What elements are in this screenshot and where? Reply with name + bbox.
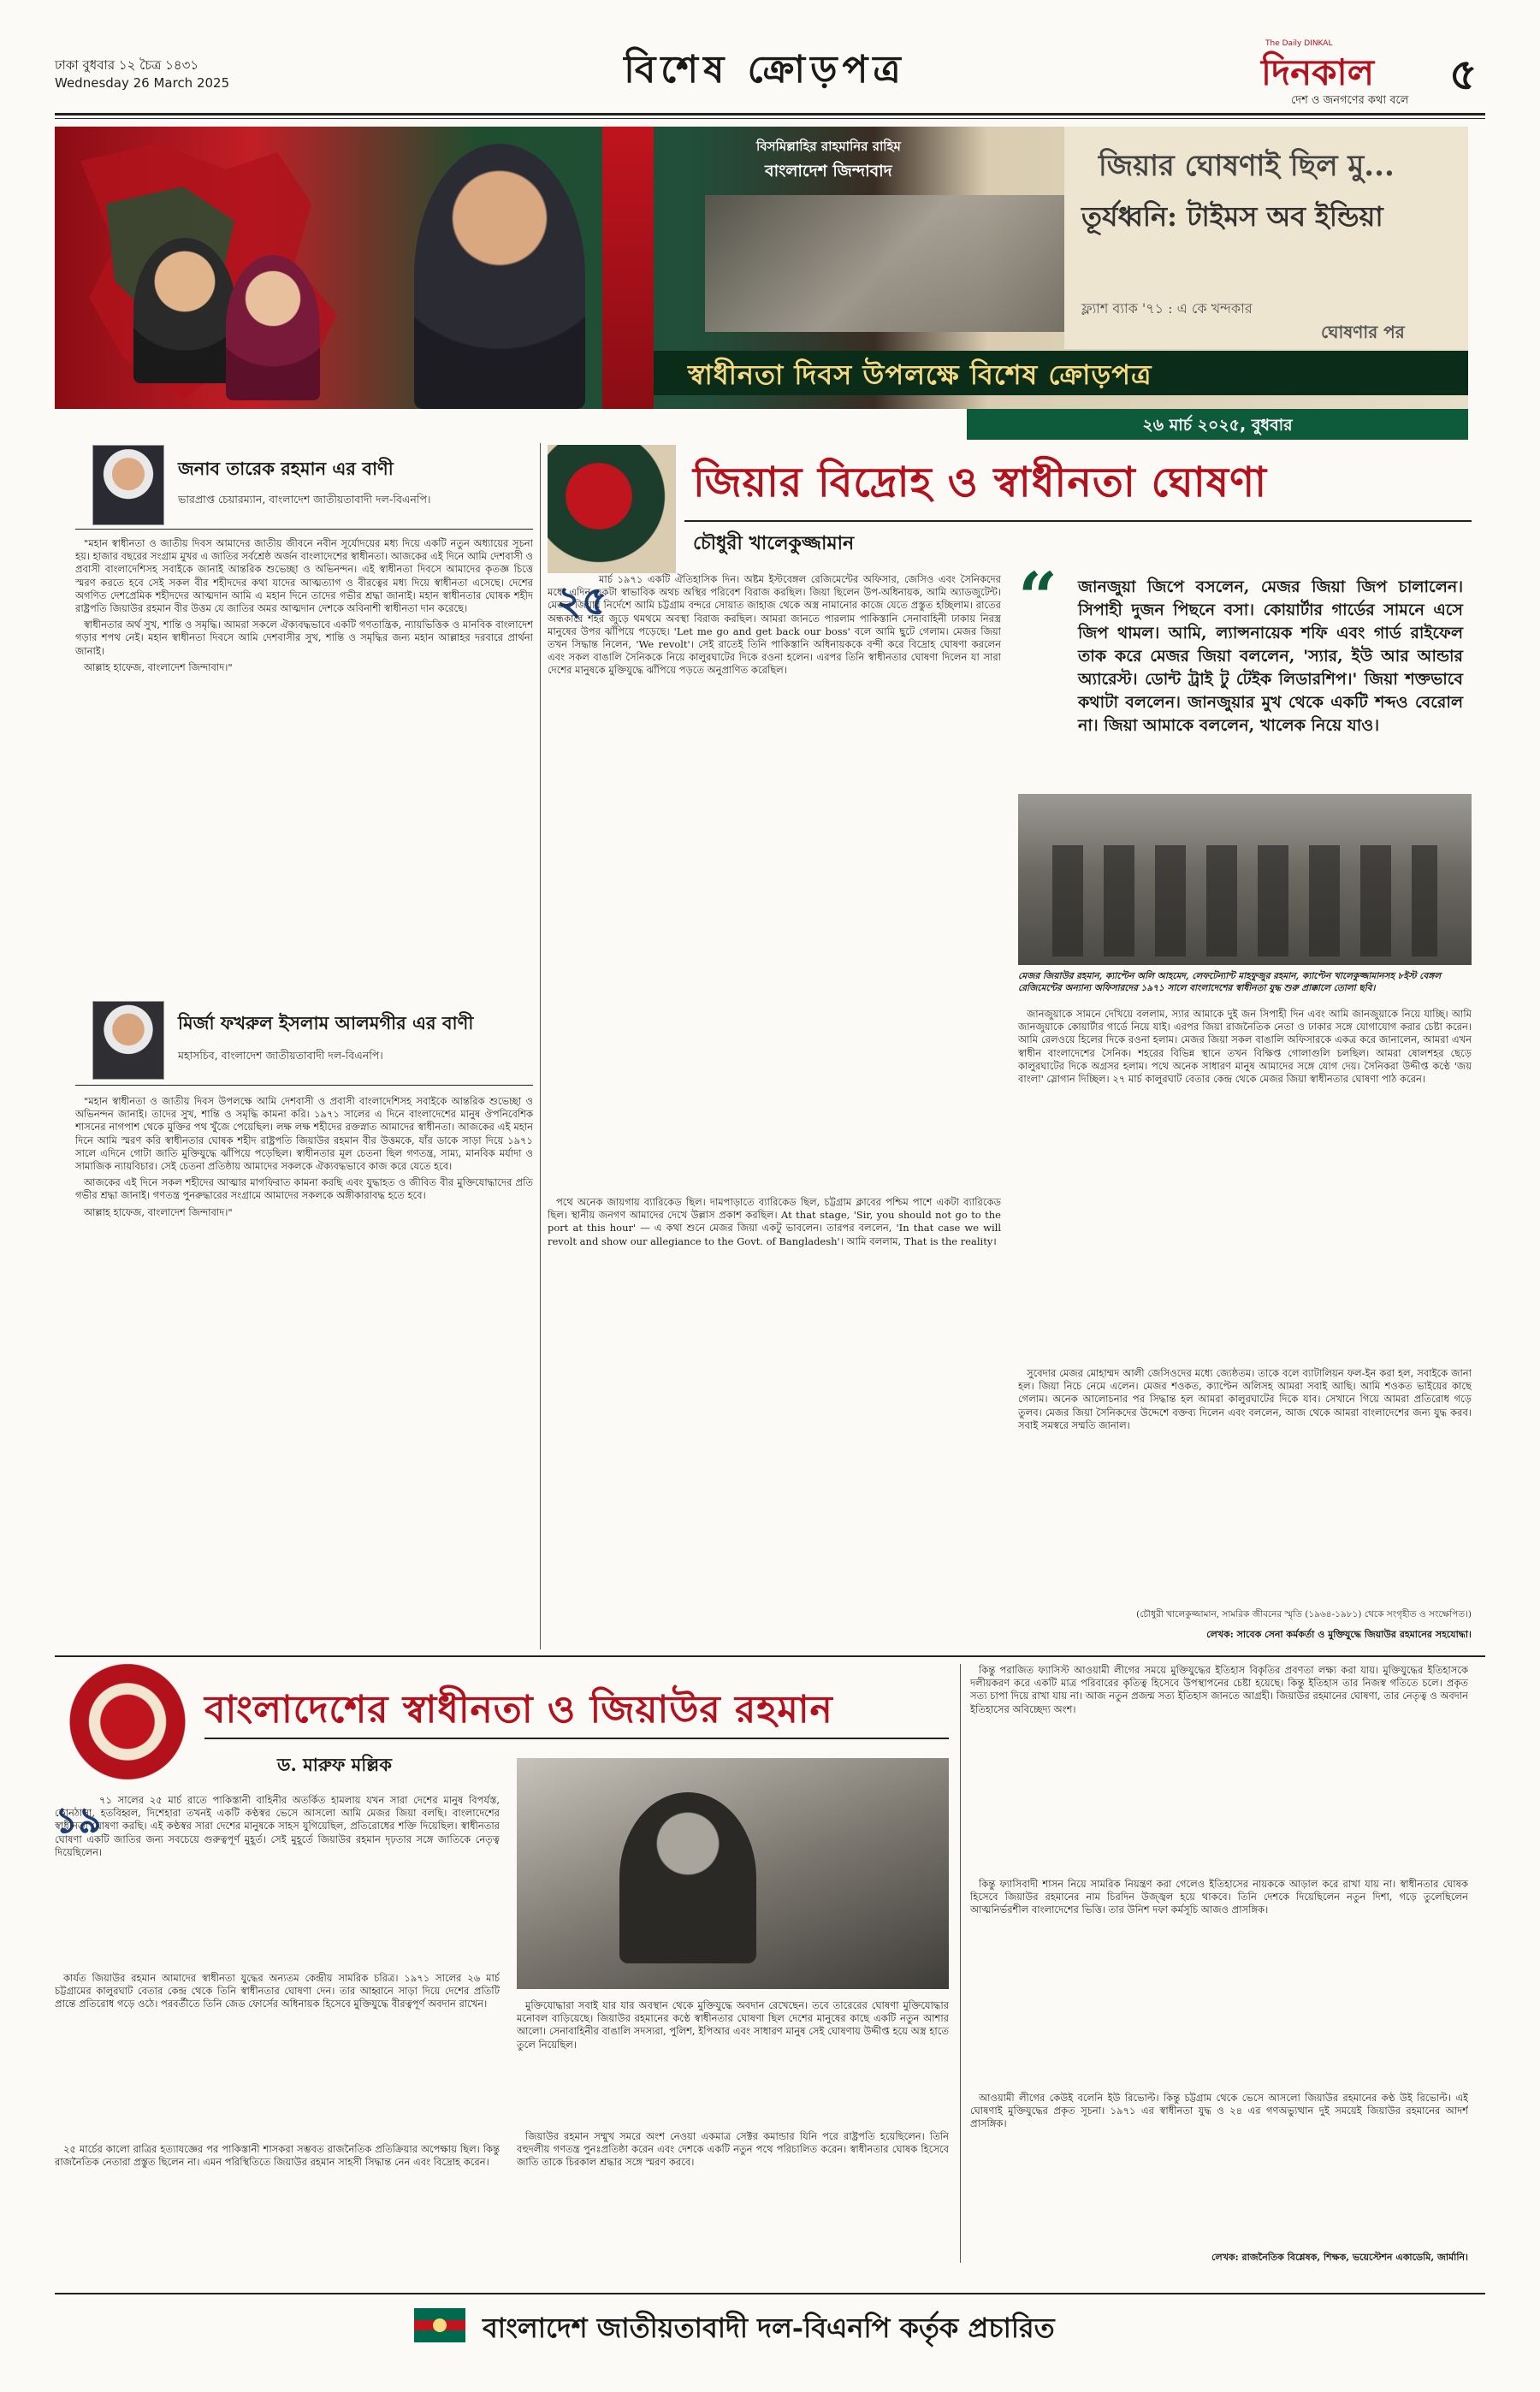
message-body xyxy=(75,537,533,982)
article-1-column-1b xyxy=(548,1196,1001,1641)
masthead xyxy=(55,26,1485,111)
photo-figures xyxy=(1052,845,1437,956)
article-paragraph: কিন্তু ফ্যাসিবাদী শাসন নিয়ে সামরিক নিয়ন্ত্রণ করা গেলেও ইতিহাসের নায়ককে আড়াল করে রাখা যায় না। স্বাধীনতার ঘোষক হিসেবে জিয়াউর রহমানের নাম চিরদিন উজ্জ্বল হয়ে থাকবে। তিনি দেশকে দিয়েছিলেন নতুন দিশা, গড়ে তুলেছিলেন আত্মনির্ভরশীল বাংলাদেশের ভিত্তি। তার উনিশ দফা কর্মসূচি আজও প্রাসঙ্গিক। xyxy=(970,1878,1468,1916)
article-paragraph: মুক্তিযোদ্ধারা সবাই যার যার অবস্থান থেকে মুক্তিযুদ্ধে অবদান রেখেছেন। তবে তারেরের ঘোষণা মুক্তিযোদ্ধার মনোবল বাড়িয়েছে। জিয়াউর রহমানের কণ্ঠে স্বাধীনতার ঘোষণা ছিল দেশের মানুষের কাছে একটি নতুন আশার আলো। সেনাবাহিনীর বাঙালি সদস্যরা, পুলিশ, ইপিআর এবং সাধারণ মানুষ সেই ঘোষণায় উদ্দীপ্ত হয়ে অস্ত্র হাতে তুলে নিয়েছিল। xyxy=(517,1999,949,2051)
article-2-title: বাংলাদেশের স্বাধীনতা ও জিয়াউর রহমান xyxy=(204,1688,833,1732)
tarek-photo xyxy=(92,445,164,525)
article-1-title-rule xyxy=(684,520,1472,522)
section-title: বিশেষ ক্রোড়পত্র xyxy=(624,48,906,92)
message-paragraph: "মহান স্বাধীনতা ও জাতীয় দিবস উপলক্ষে আমি দেশবাসী ও প্রবাসী বাংলাদেশিসহ সবাইকে আন্তরিক শুভেচ্ছা ও অভিনন্দন জানাই। তাদের সুখ, শান্তি ও সমৃদ্ধি কামনা করি। ১৯৭১ সালের এ দিনে বাংলাদেশের মানুষ ঔপনিবেশিক শাসনের নাগপাশ থেকে মুক্তির পথ খুঁজে পেয়েছিল। লক্ষ লক্ষ শহীদের রক্তস্নাত আমাদের স্বাধীনতা। আজকের এই মহান দিনে আমি স্মরণ করি স্বাধীনতার ঘোষক শহীদ রাষ্ট্রপতি জিয়াউর রহমান বীর উত্তমকে, যাঁর ডাকে সাড়া দিয়ে ১৯৭১ সালে এদিনে গোটা জাতি মুক্তিযুদ্ধে ঝাঁপিয়ে পড়েছিল। স্বাধীনতার মূল চেতনা ছিল গণতন্ত্র, সাম্য, মানবিক মর্যাদা ও সামাজিক ন্যায়বিচার। সেই চেতনা প্রতিষ্ঠায় আমাদের সকলকে ঐক্যবদ্ধভাবে কাজ করে যেতে হবে। xyxy=(75,1095,533,1173)
paper-logo: দিনকাল xyxy=(1261,51,1375,93)
clipping-headline-3: ফ্ল্যাশ ব্যাক '৭১ : এ কে খন্দকার xyxy=(1081,300,1253,317)
article-paragraph: ২৫ মার্চের কালো রাত্রির হত্যাযজ্ঞের পর পাকিস্তানী শাসকরা সম্ভবত রাজনৈতিক প্রতিক্রিয়ার অপেক্ষায় ছিল। কিন্তু রাজনৈতিক নেতারা প্রস্তুত ছিলেন না। এমন পরিস্থিতিতে জিয়াউর রহমান সাহসী সিদ্ধান্ত নেন এবং বিদ্রোহ করেন। xyxy=(55,2143,500,2169)
hero-tagline-2: বাংলাদেশ জিন্দাবাদ xyxy=(765,162,892,181)
pull-quote-mark: “ xyxy=(1018,557,1058,637)
clipping-headline-2: তূর্যধ্বনি: টাইমস অব ইন্ডিয়া xyxy=(1081,200,1383,233)
photo-subject xyxy=(619,1792,756,1963)
message-divider xyxy=(75,529,533,530)
flag-stripe xyxy=(602,127,654,409)
article-paragraph: ৭১ সালের ২৫ মার্চ রাতে পাকিস্তানী বাহিনীর অতর্কিত হামলায় যখন সারা দেশের মানুষ বিপর্যস্ত, কোনঠাসা, হতবিহ্বল, দিশেহারা তখনই একটি কণ্ঠস্বর ভেসে আসলো আমি মেজর জিয়া বলছি। বাংলাদেশের স্বাধীনতা ঘোষণা করছি। এই কণ্ঠস্বর সারা দেশের মানুষকে সাহস যুগিয়েছিল, প্রতিরোধের শক্তি দিয়েছিল। স্বাধীনতার ঘোষণা একটি জাতির জন্য সবচেয়ে গুরুত্বপূর্ণ মুহূর্ত। সেই মুহূর্তে জিয়াউর রহমান দৃঢ়তার সঙ্গে জাতিকে নেতৃত্ব দিয়েছিলেন। xyxy=(55,1794,500,1858)
article-2-column-3 xyxy=(970,1664,1468,1869)
footer-text: বাংলাদেশ জাতীয়তাবাদী দল-বিএনপি কর্তৃক প্রচারিত xyxy=(483,2312,1055,2344)
message-body xyxy=(75,1095,533,1643)
article-2-column-1c xyxy=(55,2143,500,2271)
message-title: জনাব তারেক রহমান এর বাণী xyxy=(178,458,394,479)
message-closing: আল্লাহ হাফেজ, বাংলাদেশ জিন্দাবাদ।" xyxy=(84,660,233,673)
article-paragraph: মার্চ ১৯৭১ একটি ঐতিহাসিক দিন। অষ্টম ইস্টবেঙ্গল রেজিমেন্টের অফিসার, জেসিও এবং সৈনিকদের মধ্যে এদিন একটা স্বাভাবিক অথচ অস্থির পরিবেশ বিরাজ করছিল। জিয়া ছিলেন উপ-অধিনায়ক, আমি অ্যাডজুটেন্ট। মেজর জিয়ার নির্দেশে আমি চট্টগ্রাম বন্দরে সোয়াত জাহাজ থেকে অস্ত্র নামানোর কাজে যেতে প্রস্তুত হচ্ছিলাম। রাতের অন্ধকারে শহর জুড়ে থমথমে অবস্থা বিরাজ করছিল। আমরা জানতে পারলাম পাকিস্তানি সেনাবাহিনী ঢাকায় নিরস্ত্র মানুষের উপর ঝাঁপিয়ে পড়েছে। 'Let me go and get back our boss' বলে আমি ছুটে গেলাম। মেজর জিয়া তখন সিদ্ধান্ত নিলেন, 'We revolt'। সেই রাতেই তিনি পাকিস্তানি অধিনায়ককে বন্দী করে বিদ্রোহ ঘোষণা করলেন এবং সকল বাঙালি সৈনিককে নিয়ে কালুরঘাটের দিকে রওনা হলেন। এরপর তিনি স্বাধীনতার ঘোষণা দিলেন যা সারা দেশের মানুষকে মুক্তিযুদ্ধে ঝাঁপিয়ে পড়তে অনুপ্রাণিত করেছিল। xyxy=(548,573,1001,677)
date-bengali: ঢাকা বুধবার ১২ চৈত্র ১৪৩১ xyxy=(55,57,199,73)
article-2-column-1b xyxy=(55,1972,500,2134)
paper-slogan: দেশ ও জনগণের কথা বলে xyxy=(1291,94,1409,107)
date-strip xyxy=(967,409,1468,440)
article-1-logo xyxy=(548,445,676,573)
article-2-author: ড. মারুফ মল্লিক xyxy=(277,1754,392,1775)
article-1-column-1 xyxy=(548,573,1001,1172)
article-byline: লেখক: সাবেক সেনা কর্মকর্তা ও মুক্তিযুদ্ধে জিয়াউর রহমানের সহযোদ্ধা। xyxy=(1206,1629,1472,1640)
message-fakhrul xyxy=(75,999,533,1649)
header-rule-thin xyxy=(55,118,1485,119)
newspaper-clippings xyxy=(1064,127,1468,349)
message-paragraph: "মহান স্বাধীনতা ও জাতীয় দিবস আমাদের জাতীয় জীবনে নবীন সূর্যোদয়ের মধ্য দিয়ে একটি নতুন অধ্যায়ের সূচনা হয়। হাজার বছরের সংগ্রাম মুখর এ জাতির সর্বশ্রেষ্ঠ অর্জন বাংলাদেশের স্বাধীনতা। আজকের এই দিনে আমি দেশবাসী ও প্রবাসী বাংলাদেশিসহ সবাইকে জানাই আন্তরিক শুভেচ্ছা ও অভিনন্দন। এই স্বাধীনতা দিবসে আমাদের কৃতজ্ঞ চিত্তে স্মরণ করতে হবে সেই সকল বীর শহীদদের কথা যাদের আত্মত্যাগ ও বীরত্বের মধ্য দিয়ে স্বাধীনতা এসেছে। দেশের অগণিত দেশপ্রেমিক শহীদদের আত্মদান আমি এ মহান দিনে তাদের গভীর শ্রদ্ধা জানাই। মহান স্বাধীনতার ঘোষক শহীদ রাষ্ট্রপতি জিয়াউর রহমান বীর উত্তম যে জাতির অমর আত্মদান দেশকে অবিনাশী স্বাধীনতা দান করেছে। xyxy=(75,537,533,615)
article-paragraph: সুবেদার মেজর মোহাম্মদ আলী জেসিওদের মধ্যে জ্যেষ্ঠতম। তাকে বলে ব্যাটালিয়ন ফল-ইন করা হল, সবাইকে জানা হল। জিয়া নিচে নেমে এলেন। মেজর শওকত, ক্যাপ্টেন অলিসহ আমরা সবাই আছি। আমি শওকত ভাইয়ের কাছে গেলাম। অনেক আলোচনার পর সিদ্ধান্ত হল আমরা কালুরঘাটের দিকে যাব। সেখানে গিয়ে আমরা প্রতিরোধ গড়ে তুলব। মেজর জিয়া সৈনিকদের উদ্দেশে বক্তব্য দিলেন এবং বললেন, আজ থেকে আমরা বাংলাদেশের জন্য যুদ্ধ করব। সবাই সমস্বরে সম্মতি জানাল। xyxy=(1018,1367,1472,1431)
article-1 xyxy=(548,443,1472,1649)
clipping-headline-4: ঘোষণার পর xyxy=(1321,322,1405,342)
article-paragraph: জিয়াউর রহমান সম্মুখ সমরে অংশ নেওয়া একমাত্র সেক্টর কমান্ডার যিনি পরে রাষ্ট্রপতি হয়েছিলেন। তিনি বহুদলীয় গণতন্ত্র পুনঃপ্রতিষ্ঠা করেন এবং দেশকে একটি নতুন পথে পরিচালিত করেন। স্বাধীনতার ঘোষক হিসেবে জাতি তাকে চিরকাল শ্রদ্ধার সঙ্গে স্মরণ করবে। xyxy=(517,2130,949,2169)
message-title: মির্জা ফখরুল ইসলাম আলমগীর এর বাণী xyxy=(178,1012,474,1033)
article-2-column-2b xyxy=(517,2130,949,2267)
drop-cap: ২৫ xyxy=(556,577,607,624)
article-2-column-2 xyxy=(517,1999,949,2119)
article-byline: লেখক: রাজনৈতিক বিশ্লেষক, শিক্ষক, ভয়েস্টেশন একাডেমি, জার্মানি। xyxy=(1211,2252,1468,2263)
article-1-photo xyxy=(1018,794,1472,965)
archive-photo xyxy=(705,195,1064,332)
hero-title: স্বাধীনতা দিবস উপলক্ষে বিশেষ ক্রোড়পত্র xyxy=(688,358,1152,391)
message-closing: আল্লাহ হাফেজ, বাংলাদেশ জিন্দাবাদ।" xyxy=(84,1205,233,1218)
author-bio: (চৌধুরী খালেকুজ্জামান, সামরিক জীবনের স্মৃতি (১৯৬৪-১৯৮১) থেকে সংগৃহীত ও সংক্ষেপিত।) xyxy=(1136,1609,1472,1619)
article-2-logo xyxy=(63,1664,192,1792)
photo-caption: মেজর জিয়াউর রহমান, ক্যাপ্টেন অলি আহমেদ, লেফটেন্যান্ট মাহফুজুর রহমান, ক্যাপ্টেন খালেকুজ্জামানসহ ৮ইস্ট বেঙ্গল রেজিমেন্টের অন্যান্য অফিসারদের ১৯৭১ সালে বাংলাদেশের স্বাধীনতা যুদ্ধ শুরু প্রাক্কালে তোলা ছবি। xyxy=(1018,971,1442,993)
article-1-title: জিয়ার বিদ্রোহ ও স্বাধীনতা ঘোষণা xyxy=(693,459,1268,506)
column-divider xyxy=(960,1664,961,2263)
leader-portrait-1 xyxy=(133,238,236,383)
article-2-title-rule xyxy=(204,1738,949,1739)
leader-portrait-3 xyxy=(414,144,585,409)
article-2-column-1 xyxy=(55,1794,500,1965)
article-paragraph: কিন্তু পরাজিত ফ্যাসিস্ট আওয়ামী লীগের সময়ে মুক্তিযুদ্ধের ইতিহাস বিকৃতির প্রবণতা লক্ষ্য করা যায়। মুক্তিযুদ্ধের ইতিহাসকে দলীয়করণ করে একটি মাত্র পরিবারের কৃতিত্ব হিসেবে উপস্থাপনের চেষ্টা হয়েছে। কিন্তু ইতিহাস তার নিজস্ব গতিতে চলে। প্রকৃত সত্য চাপা দিয়ে রাখা যায় না। আজ নতুন প্রজন্ম সত্য ইতিহাস জানতে আগ্রহী। জিয়াউর রহমানের ঘোষণা, তার নেতৃত্ব ও অবদান ইতিহাসের অবিচ্ছেদ্য অংশ। xyxy=(970,1664,1468,1715)
section-divider xyxy=(55,1655,1485,1657)
article-2-column-3b xyxy=(970,1878,1468,2083)
hero-banner xyxy=(55,127,1468,409)
article-paragraph: পথে অনেক জায়গায় ব্যারিকেড ছিল। দামপাড়াতে ব্যারিকেড ছিল, চট্টগ্রাম ক্লাবের পশ্চিম পাশে একটা ব্যারিকেড ছিল। স্থানীয় জনগণ আমাদের দেখে উল্লাস প্রকাশ করছিল। At that stage, 'Sir, you should not go to the port at this hour' — এ কথা শুনে মেজর জিয়া একটু ভাবলেন। তারপর বললেন, 'In that case we will revolt and show our allegiance to the Govt. of Bangladesh'। আমি বললাম, That is the reality। xyxy=(548,1196,1001,1247)
message-tarek xyxy=(75,443,533,999)
message-paragraph: স্বাধীনতার অর্থ সুখ, শান্তি ও সমৃদ্ধি। আমরা সকলে ঐক্যবদ্ধভাবে একটি গণতান্ত্রিক, ন্যায়ভিত্তিক ও মানবিক বাংলাদেশ গড়ার শপথ নেই। মহান স্বাধীনতা দিবসে আমি দেশবাসীর সুখ, শান্তি ও সমৃদ্ধির জন্য মহান আল্লাহর দরবারে প্রার্থনা জানাই। xyxy=(75,619,533,657)
paper-tag: The Daily DINKAL xyxy=(1265,39,1333,48)
column-divider xyxy=(540,443,541,1649)
page-number: ৫ xyxy=(1449,50,1478,99)
fakhrul-photo xyxy=(92,1001,164,1080)
footer xyxy=(55,2300,1485,2359)
article-1-column-2b xyxy=(1018,1367,1472,1607)
drop-cap: ১৯ xyxy=(55,1799,102,1841)
article-2-column-3c xyxy=(970,2092,1468,2237)
article-paragraph: জানজুয়াকে সামনে দেখিয়ে বললাম, স্যার আমাকে দুই জন সিপাহী দিন এবং আমি জানজুয়াকে নিয়ে যাচ্ছি। আমি জানজুয়াকে কোয়ার্টার গার্ডে নিয়ে যাই। এরপর জিয়া রাজনৈতিক নেতা ও ঢাকার সঙ্গে যোগাযোগ করার চেষ্টা করেন। আমি রেলওয়ে হিলের দিকে রওনা হলাম। মেজর জিয়া সকল বাঙালি অফিসারকে একত্র করে জানালেন, আমরা এখন স্বাধীন বাংলাদেশের সৈনিক। শহরের বিভিন্ন স্থানে তখন বিক্ষিপ্ত গোলাগুলি চলছিল। আমরা ষোলশহর ছেড়ে কালুরঘাটের দিকে অগ্রসর হলাম। পথে অনেক সাধারণ মানুষ আমাদের সঙ্গে যোগ দেয়। সৈনিকরা উদ্দীপ্ত কণ্ঠে 'জয় বাংলা' স্লোগান দিচ্ছিল। ২৭ মার্চ কালুরঘাট বেতার কেন্দ্র থেকে মেজর জিয়া স্বাধীনতার ঘোষণা পাঠ করেন। xyxy=(1018,1008,1472,1086)
message-subtitle: মহাসচিব, বাংলাদেশ জাতীয়তাবাদী দল-বিএনপি। xyxy=(178,1049,383,1062)
clipping-headline-1: জিয়ার ঘোষণাই ছিল মু... xyxy=(1099,149,1395,183)
footer-rule xyxy=(55,2293,1485,2294)
article-paragraph: আওয়ামী লীগের কেউই বলেনি ইউ রিভোল্ট। কিন্তু চট্টগ্রাম থেকে ভেসে আসলো জিয়াউর রহমানের কণ্ঠ উই রিভোল্ট। এই ঘোষণাই মুক্তিযুদ্ধের প্রকৃত সূচনা। ১৯৭১ এর স্বাধীনতা যুদ্ধ ও ২৪ এর গণঅভ্যুত্থান দুই সময়েই জিয়াউর রহমানের আদর্শ প্রাসঙ্গিক। xyxy=(970,2092,1468,2130)
bnp-flag-icon xyxy=(414,2308,465,2342)
date-english: Wednesday 26 March 2025 xyxy=(55,75,230,91)
leader-portrait-2 xyxy=(226,255,320,400)
message-subtitle: ভারপ্রাপ্ত চেয়ারম্যান, বাংলাদেশ জাতীয়তাবাদী দল-বিএনপি। xyxy=(178,493,431,506)
header-rule xyxy=(55,113,1485,115)
message-paragraph: আজকের এই দিনে সকল শহীদের আত্মার মাগফিরাত কামনা করছি এবং যুদ্ধাহত ও জীবিত বীর মুক্তিযোদ্ধাদের প্রতি গভীর শ্রদ্ধা জানাই। গণতন্ত্র পুনরুদ্ধারের সংগ্রামে আমাদের সকলকে অঙ্গীকারাবদ্ধ হতে হবে। xyxy=(75,1176,533,1202)
article-1-author: চৌধুরী খালেকুজ্জামান xyxy=(693,532,855,554)
message-divider xyxy=(75,1085,533,1086)
pull-quote: জানজুয়া জিপে বসলেন, মেজর জিয়া জিপ চালালেন। সিপাহী দুজন পিছনে বসা। কোয়ার্টার গার্ডের সামনে এসে জিপ থামল। আমি, ল্যান্সনায়েক শফি এবং গার্ড রাইফেল তাক করে মেজর জিয়া বললেন, 'স্যার, ইউ আর আন্ডার অ্যারেস্ট। ডোন্ট ট্রাই টু টেইক লিডারশিপ।' জিয়া শক্তভাবে কথাটা বললেন। জানজুয়ার মুখ থেকে একটি শব্দও বেরোল না। জিয়া আমাকে বললেন, খালেক নিয়ে যাও। xyxy=(1078,577,1463,735)
article-2-photo xyxy=(517,1758,949,1989)
date-strip-text: ২৬ মার্চ ২০২৫, বুধবার xyxy=(1142,416,1293,435)
article-2 xyxy=(55,1664,1468,2280)
article-1-column-2 xyxy=(1018,1008,1472,1333)
hero-tagline-1: বিসমিল্লাহির রাহমানির রাহিম xyxy=(756,139,901,154)
article-paragraph: কার্যত জিয়াউর রহমান আমাদের স্বাধীনতা যুদ্ধের অন্যতম কেন্দ্রীয় সামরিক চরিত্র। ১৯৭১ সালের ২৬ মার্চ চট্টগ্রামের কালুরঘাট বেতার কেন্দ্র থেকে তিনি স্বাধীনতার ঘোষণা দেন। তার আহ্বানে সাড়া দিয়ে দেশের প্রতিটি প্রান্তে প্রতিরোধ গড়ে ওঠে। পরবর্তীতে তিনি জেড ফোর্সের অধিনায়ক হিসেবে মুক্তিযুদ্ধে বীরত্বপূর্ণ অবদান রাখেন। xyxy=(55,1972,500,2010)
